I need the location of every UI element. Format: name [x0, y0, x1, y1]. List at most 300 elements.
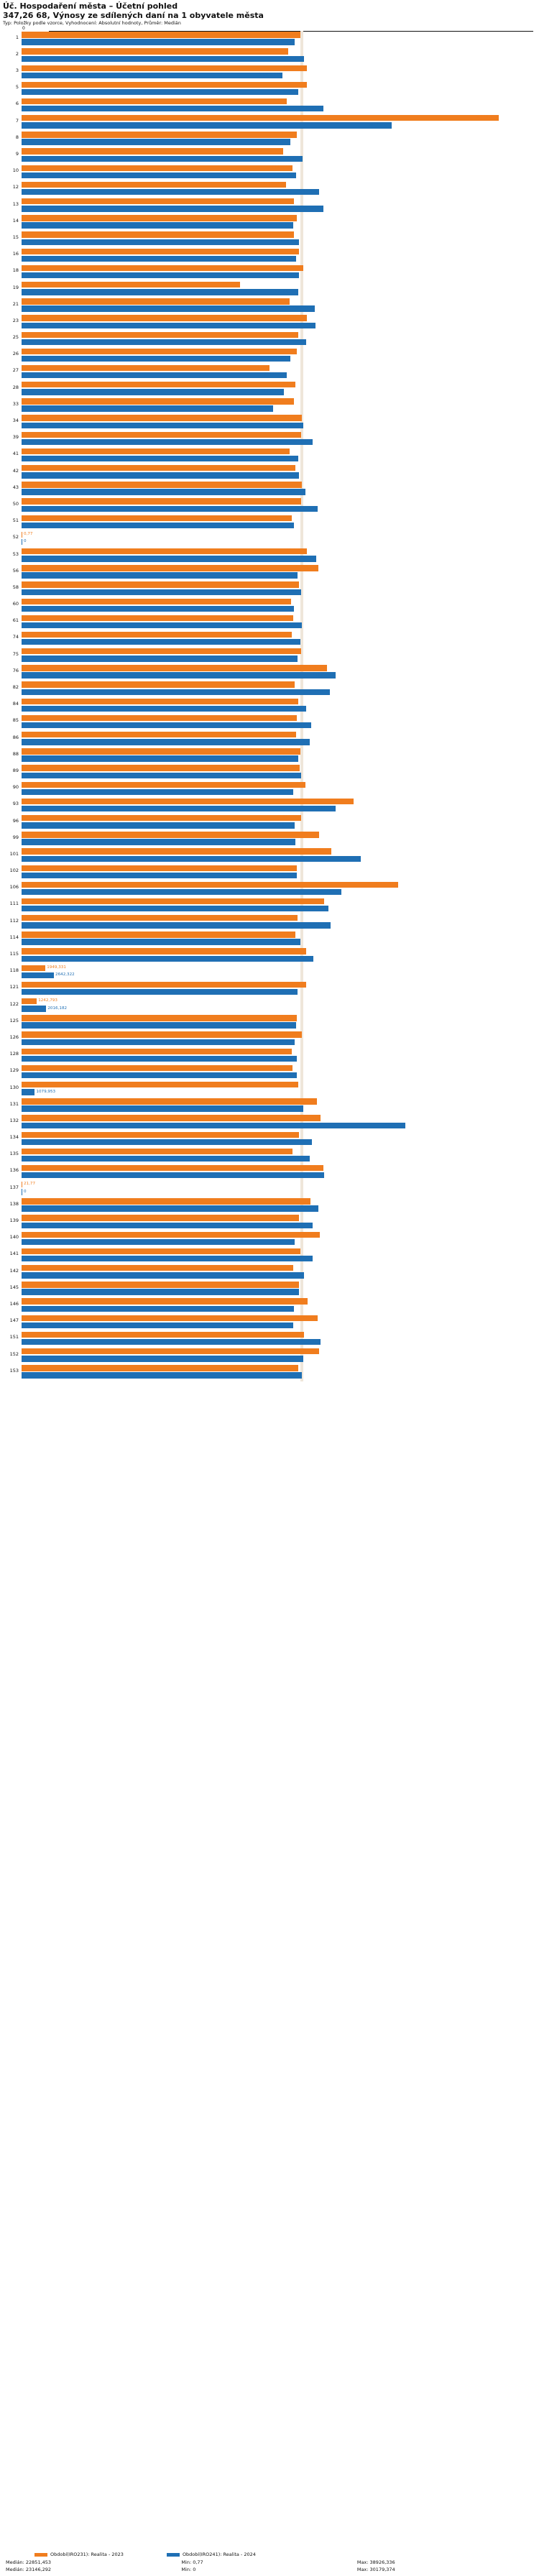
bar-value-label: 22807,188: [277, 589, 300, 594]
bar-value-label: 22815,095: [277, 498, 300, 503]
bar-2024: [22, 572, 298, 578]
bar-2023: [22, 699, 298, 704]
row-category-label: 147: [9, 1317, 19, 1324]
row-category-label: 135: [9, 1151, 19, 1157]
bar-value-label: 22301,458: [271, 681, 294, 686]
bar-value-label: 0: [24, 539, 27, 544]
row-category-label: 130: [9, 1084, 19, 1090]
legend-item[interactable]: [167, 2552, 256, 2557]
bar-2024: [22, 323, 315, 328]
bar-2023: [22, 1315, 318, 1321]
bar-2024: [22, 1006, 68, 1011]
bar-value-label: 2642,322: [55, 972, 75, 978]
chart-row: [0, 114, 539, 131]
chart-row: [0, 697, 539, 714]
chart-row: [0, 31, 539, 47]
bar-2024: [22, 806, 336, 811]
bar-value-label: 22325,98: [274, 465, 294, 470]
chart-row: [0, 431, 539, 447]
bar-2023: [22, 748, 300, 754]
chart-row: [0, 497, 539, 514]
row-category-label: 61: [12, 617, 19, 624]
legend-stat-column: [357, 2559, 533, 2573]
bar-2023: [22, 932, 295, 937]
bar-2023: [22, 799, 354, 804]
row-category-label: 84: [12, 701, 19, 707]
row-category-label: 151: [9, 1334, 19, 1340]
row-category-label: 53: [12, 551, 19, 557]
bar-2024: [22, 1256, 313, 1261]
chart-row: [0, 198, 539, 214]
legend-label: Období(IRO231): Realita - 2023: [50, 2552, 124, 2558]
bar-2024: [22, 873, 297, 878]
row-category-label: 152: [9, 1351, 19, 1357]
bar-value-label: 22246,698: [271, 523, 293, 528]
bar-value-label: 24286,02: [298, 832, 318, 837]
bar-value-label: 24929,732: [303, 665, 326, 670]
bar-2024: [22, 172, 296, 178]
bar-value-label: 22804,293: [277, 815, 300, 820]
bar-2024: [22, 423, 303, 428]
bar-value-label: 22464,757: [273, 215, 296, 220]
chart-row: [0, 548, 539, 564]
row-category-label: 88: [12, 750, 19, 757]
bar-2023: [22, 1332, 304, 1338]
bar-value-label: 22091,34: [271, 1149, 291, 1154]
bar-value-label: 23646,318: [287, 722, 310, 727]
bar-value-label: 22690,366: [276, 765, 298, 770]
bar-2024: [22, 1123, 405, 1128]
legend-stat-line: Max: 30179,374: [356, 2566, 395, 2572]
row-category-label: 21: [12, 300, 19, 307]
chart-row: [0, 231, 539, 247]
bar-value-label: 22451,094: [273, 1056, 295, 1061]
bar-value-label: 24209,08: [298, 1205, 317, 1210]
bar-value-label: 21937,994: [267, 356, 290, 361]
bar-value-label: 22631,959: [275, 1282, 298, 1287]
row-category-label: 23: [12, 317, 19, 323]
bar-2024: [22, 1372, 302, 1378]
bar-value-label: 22073,603: [269, 515, 291, 520]
bar-2024: [22, 839, 295, 845]
bar-value-label: 22746,768: [277, 639, 299, 644]
bar-value-label: 23271,407: [283, 548, 305, 553]
row-category-label: 26: [12, 351, 19, 357]
bar-value-label: 0: [24, 1189, 27, 1194]
chart-row: [0, 1081, 539, 1098]
bar-value-label: 21867,369: [266, 448, 288, 454]
bar-2024: [22, 272, 299, 278]
row-category-label: 122: [9, 1000, 19, 1007]
chart-row: [0, 1214, 539, 1230]
bar-value-label: 22641,887: [275, 1215, 298, 1220]
row-category-label: 132: [9, 1117, 19, 1123]
bar-value-label: 23229,862: [282, 339, 305, 344]
legend-item[interactable]: [34, 2552, 124, 2557]
bar-value-label: 23699,255: [288, 1139, 311, 1144]
bar-2023: [22, 982, 306, 988]
bar-2023: [22, 965, 66, 971]
bar-value-label: 26120,201: [318, 889, 341, 894]
row-category-label: 39: [12, 434, 19, 441]
bar-2023: [22, 382, 295, 387]
bar-value-label: 1949,331: [47, 965, 66, 970]
chart-row: [0, 481, 539, 497]
row-category-label: 27: [12, 367, 19, 374]
bar-value-label: 22831,453: [278, 648, 300, 653]
row-category-label: 96: [12, 817, 19, 824]
row-category-label: 115: [9, 951, 19, 957]
bar-value-label: 23490,291: [286, 739, 308, 744]
bar-2024: [22, 1172, 324, 1178]
chart-plot-area: [0, 25, 539, 1381]
bar-2024: [22, 39, 295, 45]
legend-stat-column: [6, 2559, 181, 2573]
row-category-label: 43: [12, 484, 19, 490]
bar-value-label: 22178,854: [270, 222, 292, 227]
row-category-label: 76: [12, 667, 19, 673]
bar-value-label: 24069,107: [293, 556, 315, 561]
chart-row: [0, 814, 539, 831]
bar-2023: [22, 349, 297, 354]
bar-2024: [22, 755, 298, 761]
bar-value-label: 24145,675: [294, 505, 316, 510]
bar-value-label: 25256,817: [308, 848, 330, 853]
chart-row: [0, 1064, 539, 1080]
bar-2023: [22, 231, 294, 237]
row-category-label: 6: [15, 101, 19, 107]
bar-value-label: 23774,288: [290, 1223, 312, 1228]
chart-row: [0, 648, 539, 664]
chart-row: [0, 1181, 539, 1197]
bar-2023: [22, 415, 302, 420]
chart-row: [0, 597, 539, 614]
row-category-label: 121: [9, 984, 19, 990]
chart-row: [0, 630, 539, 647]
bar-2023: [22, 681, 295, 687]
row-category-label: 137: [9, 1184, 19, 1190]
bar-2023: [22, 1049, 292, 1054]
bar-value-label: 24663,793: [300, 898, 323, 903]
bar-2024: [22, 1272, 304, 1278]
bar-value-label: 22562,078: [275, 89, 297, 94]
bar-value-label: 24302,321: [296, 1348, 318, 1353]
chart-row: [0, 731, 539, 748]
bar-2023: [22, 82, 307, 88]
bar-2023: [22, 465, 295, 471]
row-category-label: 139: [9, 1218, 19, 1224]
legend-label: Období(IRO241): Realita - 2024: [182, 2552, 256, 2558]
bar-value-label: 24280,608: [295, 189, 318, 194]
bar-2023: [22, 32, 300, 37]
bar-2024: [22, 1322, 293, 1328]
chart-row: [0, 298, 539, 314]
chart-row: [0, 1147, 539, 1164]
bar-value-label: 23505,234: [286, 1156, 308, 1161]
bar-2023: [22, 782, 305, 788]
row-category-label: 8: [15, 134, 19, 140]
bar-value-label: 22880: [287, 1372, 301, 1377]
chart-row: [0, 914, 539, 931]
bar-value-label: 22140,839: [270, 615, 292, 620]
row-category-label: 140: [9, 1234, 19, 1241]
row-category-label: 10: [12, 167, 19, 174]
bar-value-label: 24416,819: [298, 1115, 320, 1120]
bar-2023: [22, 1132, 299, 1138]
chart-row: [0, 764, 539, 781]
bar-2023: [22, 581, 299, 587]
row-category-label: 5: [15, 84, 19, 91]
bar-value-label: 24667,443: [300, 1172, 323, 1177]
bar-value-label: 23317,4: [289, 1298, 306, 1303]
bar-value-label: 21,77: [24, 1182, 36, 1187]
row-category-label: 131: [9, 1100, 19, 1107]
chart-row: [0, 880, 539, 897]
bar-2024: [22, 1223, 313, 1228]
bar-2023: [22, 249, 299, 254]
bar-2024: [22, 1022, 296, 1028]
bar-value-label: 22286,242: [271, 822, 293, 827]
bar-2023: [22, 1215, 299, 1220]
bar-value-label: 23251,102: [283, 706, 305, 711]
legend-stat-line: Max: 38926,336: [356, 2559, 395, 2566]
bar-value-label: 1079,953: [36, 1089, 56, 1094]
row-category-label: 99: [12, 834, 19, 840]
bar-value-label: 20216,784: [246, 365, 268, 370]
bar-2023: [22, 848, 331, 854]
row-category-label: 15: [12, 234, 19, 240]
bar-2024: [22, 1089, 56, 1095]
bar-2024: [22, 1072, 297, 1078]
bar-value-label: 22211,054: [270, 231, 292, 236]
bar-2024: [22, 822, 295, 828]
bar-2024: [22, 506, 318, 512]
bar-value-label: 22459,392: [273, 715, 295, 720]
bar-value-label: 22511,414: [274, 656, 296, 661]
bar-2024: [22, 722, 311, 728]
bar-2023: [22, 1065, 292, 1071]
chart-row: [0, 131, 539, 147]
bar-value-label: 22990,11: [282, 1356, 302, 1361]
bar-value-label: 0,77: [24, 532, 33, 537]
bar-2023: [22, 515, 292, 521]
bar-value-label: 22579,619: [275, 456, 297, 461]
bar-2024: [22, 1156, 310, 1162]
row-category-label: 50: [12, 500, 19, 507]
row-category-label: 125: [9, 1017, 19, 1024]
bar-value-label: 24615,862: [300, 1165, 322, 1170]
chart-row: [0, 47, 539, 64]
row-category-label: 111: [9, 901, 19, 907]
bar-2024: [22, 556, 316, 561]
bar-value-label: 22856,455: [278, 1031, 300, 1036]
row-category-label: 9: [15, 151, 19, 157]
bar-value-label: 21421,955: [260, 389, 283, 394]
chart-row: [0, 147, 539, 164]
chart-row: [0, 1014, 539, 1031]
bar-2024: [22, 305, 315, 311]
row-category-label: 3: [15, 68, 19, 74]
bar-2023: [22, 832, 319, 837]
bar-2024: [22, 1105, 303, 1111]
bar-2023: [22, 482, 302, 487]
bar-value-label: 27112,767: [331, 799, 353, 804]
bar-value-label: 23775,445: [290, 439, 312, 444]
bar-2023: [22, 48, 288, 54]
chart-row: [0, 80, 539, 97]
bar-value-label: 21377,979: [260, 148, 282, 153]
legend-swatch-icon: [167, 2553, 180, 2557]
bar-2024: [22, 739, 310, 745]
bar-value-label: 22507,836: [274, 989, 296, 994]
bar-value-label: 22222,135: [270, 606, 292, 611]
legend-stat-line: Medián: 22851,453: [6, 2559, 52, 2566]
bar-2024: [22, 189, 319, 195]
bar-value-label: 22461,367: [273, 132, 295, 137]
row-category-label: 101: [9, 850, 19, 857]
bar-value-label: 22634,139: [275, 1289, 298, 1294]
bar-2023: [22, 1198, 310, 1204]
row-category-label: 136: [9, 1167, 19, 1174]
chart-row: [0, 1314, 539, 1330]
bar-value-label: 22965,438: [280, 1105, 302, 1110]
row-category-label: 142: [9, 1267, 19, 1274]
bar-value-label: 25241,705: [308, 922, 330, 927]
bar-2023: [22, 65, 307, 71]
row-category-label: 138: [9, 1200, 19, 1207]
bar-2024: [22, 139, 290, 144]
chart-row: [0, 1230, 539, 1247]
bar-2024: [22, 656, 298, 661]
bar-2023: [22, 882, 398, 888]
bar-value-label: 22659,55: [278, 1131, 298, 1136]
bar-2023: [22, 398, 294, 404]
row-category-label: 86: [12, 734, 19, 740]
bar-2023: [22, 1115, 321, 1121]
bar-value-label: 22459,261: [273, 1072, 295, 1077]
bar-2023: [22, 648, 301, 654]
bar-2023: [22, 215, 297, 221]
bar-2023: [22, 765, 300, 770]
chart-row: [0, 1114, 539, 1131]
bar-2024: [22, 773, 301, 778]
bar-value-label: 22566,674: [275, 699, 297, 704]
row-category-label: 145: [9, 1284, 19, 1290]
bar-value-label: 22296,694: [271, 39, 294, 44]
bar-2023: [22, 132, 297, 137]
bar-2023: [22, 1098, 317, 1104]
bar-value-label: 38926,336: [475, 115, 497, 120]
bar-2023: [22, 1365, 298, 1371]
chart-row: [0, 781, 539, 797]
bar-value-label: 22253,467: [271, 198, 293, 203]
row-category-label: 34: [12, 418, 19, 424]
bar-2024: [22, 689, 330, 695]
chart-rows: [0, 31, 539, 1381]
chart-row: [0, 364, 539, 380]
bar-value-label: 25032,969: [305, 906, 327, 911]
chart-meta: Typ: Položky podle vzorce, Vyhodnocení: Absolutní hodnoty, Průměr: Medián: [3, 19, 181, 26]
bar-2024: [22, 939, 300, 944]
chart-row: [0, 564, 539, 581]
bar-2023: [22, 1248, 300, 1254]
chart-row: [0, 964, 539, 980]
bar-2023: [22, 148, 283, 154]
bar-value-label: 22891,257: [279, 482, 301, 487]
bar-2023: [22, 1015, 297, 1021]
chart-row: [0, 1281, 539, 1297]
bar-2023: [22, 1298, 308, 1304]
chart-row: [0, 314, 539, 331]
bar-value-label: 24102,319: [293, 1098, 315, 1103]
bar-value-label: 21786,742: [265, 48, 287, 53]
chart-row: [0, 1364, 539, 1381]
bar-2024: [22, 1039, 295, 1045]
bar-2024: [22, 606, 294, 612]
chart-subtitle: 347,26 68, Výnosy ze sdílených daní na 1 obyvatele města: [3, 10, 264, 20]
bar-value-label: 30179,374: [368, 122, 390, 127]
chart-row: [0, 530, 539, 547]
bar-value-label: 24644,535: [300, 106, 323, 111]
bar-2024: [22, 989, 298, 995]
row-category-label: 146: [9, 1300, 19, 1307]
chart-row: [0, 947, 539, 964]
bar-2024: [22, 405, 273, 411]
chart-row: [0, 464, 539, 481]
bar-value-label: 22665,542: [276, 248, 298, 253]
bar-value-label: 22091,222: [269, 1065, 291, 1070]
chart-row: [0, 1164, 539, 1180]
bar-value-label: 22464,509: [273, 873, 296, 878]
bar-value-label: 22581,536: [275, 755, 297, 760]
row-category-label: 102: [9, 868, 19, 874]
row-category-label: 13: [12, 201, 19, 207]
bar-2024: [22, 239, 299, 245]
legend-stat-line: Min: 0,77: [181, 2559, 203, 2566]
bar-2023: [22, 298, 290, 304]
bar-2024: [22, 972, 75, 978]
bar-2024: [22, 1306, 294, 1312]
chart-row: [0, 447, 539, 464]
bar-2023: [22, 615, 293, 621]
bar-2024: [22, 56, 304, 62]
bar-value-label: 22506,6: [279, 572, 296, 577]
legend-stat-line: Medián: 23146,292: [6, 2566, 52, 2572]
bar-value-label: 22056,304: [268, 632, 291, 637]
bar-2024: [22, 856, 361, 862]
row-category-label: 112: [9, 917, 19, 924]
bar-value-label: 24630,605: [300, 206, 322, 211]
bar-value-label: 24234,255: [295, 565, 318, 570]
row-category-label: 89: [12, 767, 19, 773]
bar-value-label: 21300,976: [259, 73, 282, 78]
bar-value-label: 22912,328: [279, 156, 301, 161]
chart-row: [0, 414, 539, 431]
bar-value-label: 23223,534: [282, 982, 305, 987]
bar-2024: [22, 456, 298, 461]
bar-value-label: 22399,603: [272, 732, 295, 737]
bar-2024: [22, 889, 341, 895]
bar-2024: [22, 1289, 299, 1294]
bar-value-label: 30712,928: [374, 882, 397, 887]
bar-2024: [22, 906, 328, 911]
chart-row: [0, 1197, 539, 1214]
bar-2023: [22, 332, 298, 338]
bar-2024: [22, 206, 323, 211]
bar-2024: [22, 222, 293, 228]
bar-2023: [22, 282, 240, 288]
bar-2023: [22, 1282, 299, 1287]
